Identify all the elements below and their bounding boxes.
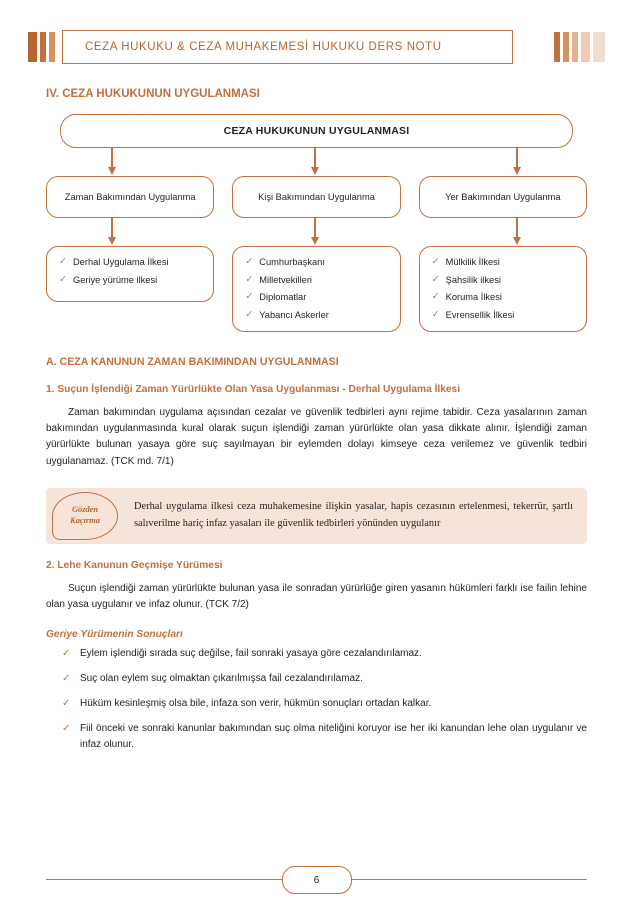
check-icon: ✓ <box>245 291 254 303</box>
list-item <box>62 696 587 712</box>
list-item <box>245 274 389 287</box>
diagram-level2-row <box>46 176 587 218</box>
hierarchy-diagram <box>46 114 587 332</box>
callout-text: Derhal uygulama ilkesi ceza muhakemesine ilişkin yasalar, hapis cezasının ertelenmesi, tekerrür, şartlı salıverilme hariç infaz yasaları ile güvenlik tedbirleri yönünden uygulanır <box>134 501 573 529</box>
check-icon: ✓ <box>431 291 440 303</box>
header-right-bars <box>554 32 605 62</box>
header-bar-decoration <box>28 32 37 62</box>
check-icon: ✓ <box>245 308 254 320</box>
diagram-branch-title-1: Kişi Bakımından Uygulanma <box>232 176 400 218</box>
diagram-branch-items-1 <box>232 246 400 332</box>
diagram-branch-items-2 <box>419 246 587 332</box>
list-item-label: Koruma İlkesi <box>445 292 502 303</box>
list-item <box>432 291 576 304</box>
header-bar-decoration <box>554 32 560 62</box>
list-item-label: Eylem işlendiği sırada suç değilse, fail sonraki yasaya göre cezalandırılamaz. <box>80 648 422 660</box>
list-item-label: Evrensellik İlkesi <box>445 309 515 320</box>
list-item-label: Hüküm kesinleşmiş olsa bile, infaza son verir, hükmün sonuçları ortadan kalkar. <box>80 698 432 710</box>
callout-badge <box>52 492 118 540</box>
note-callout <box>46 488 587 544</box>
list-item <box>432 256 576 269</box>
subsection-1-paragraph: Zaman bakımından uygulama açısından cezalar ve güvenlik tedbirleri aynı rejime tabidir. Ceza yasalarının zaman bakımından uygulanmasında kural olarak suçun işlendiği zaman yürürlükte olan yasa dikkate alınır. İşlendiği zaman yürürlükte bulunan yasaya göre suç sayılmayan bir eylemden dolayı kimseye ceza verilemez ve güvenlik tedbiri uygulanamaz. (TCK md. 7/1) <box>46 407 587 467</box>
check-icon: ✓ <box>245 273 254 285</box>
subsection-2-paragraph: Suçun işlendiği zaman yürürlükte bulunan yasa ile sonradan yürürlüğe giren yasanın hükümleri farklı ise failin lehine olan yasa uygulanır ve infaz olunur. (TCK 7/2) <box>46 582 587 610</box>
header-bar-decoration <box>40 32 46 62</box>
list-item-label: Fiil önceki ve sonraki kanunlar bakımından suç olma niteliğini koruyor ise her iki kanundan lehe olan uygulanır ve infaz olunur. <box>80 723 587 751</box>
header-bar-decoration <box>49 32 55 62</box>
section-a-heading: A. CEZA KANUNUN ZAMAN BAKIMINDAN UYGULANMASI <box>46 356 339 368</box>
header-left-bars <box>28 32 55 62</box>
diagram-root-box <box>60 114 573 148</box>
consequences-heading: Geriye Yürümenin Sonuçları <box>46 629 183 641</box>
header-bar-decoration <box>563 32 569 62</box>
check-icon: ✓ <box>245 256 254 267</box>
subsection-1-heading: 1. Suçun İşlendiği Zaman Yürürlükte Olan Yasa Uygulanması - Derhal Uygulama İlkesi <box>46 384 461 395</box>
header-bar-decoration <box>581 32 590 62</box>
list-item <box>62 671 587 687</box>
diagram-branch-title-0: Zaman Bakımından Uygulanma <box>46 176 214 218</box>
check-icon: ✓ <box>431 273 440 285</box>
check-icon: ✓ <box>62 673 71 685</box>
header-title-box <box>62 30 513 64</box>
diagram-level3-row <box>46 246 587 332</box>
list-item <box>432 309 576 322</box>
consequences-list <box>46 646 587 753</box>
page-number: 6 <box>282 866 352 894</box>
list-item <box>245 256 389 269</box>
callout-badge-line1: Gözden <box>71 505 99 515</box>
diagram-arrow-row-2 <box>46 218 587 246</box>
section-heading: IV. CEZA HUKUKUNUN UYGULANMASI <box>46 88 260 100</box>
page-header <box>0 18 633 74</box>
list-item <box>245 291 389 304</box>
down-arrow-icon <box>513 148 522 176</box>
diagram-branch-title-2: Yer Bakımından Uygulanma <box>419 176 587 218</box>
list-item <box>62 646 587 662</box>
list-item <box>59 256 203 269</box>
check-icon: ✓ <box>62 723 71 735</box>
list-item-label: Diplomatlar <box>259 292 307 303</box>
list-item <box>59 274 203 287</box>
list-item-label: Suç olan eylem suç olmaktan çıkarılmışsa fail cezalandırılamaz. <box>80 673 363 685</box>
header-title: CEZA HUKUKU & CEZA MUHAKEMESİ HUKUKU DERS NOTU <box>85 41 442 53</box>
list-item-label: Geriye yürüme ilkesi <box>72 274 158 285</box>
list-item-label: Cumhurbaşkanı <box>259 257 325 267</box>
list-item-label: Mülkilik İlkesi <box>445 257 500 267</box>
list-item <box>62 721 587 753</box>
down-arrow-icon <box>108 218 117 246</box>
header-bar-decoration <box>572 32 578 62</box>
list-item <box>432 274 576 287</box>
down-arrow-icon <box>311 148 320 176</box>
diagram-root-label: CEZA HUKUKUNUN UYGULANMASI <box>223 125 410 137</box>
diagram-arrow-row-1 <box>46 148 587 176</box>
check-icon: ✓ <box>62 698 71 710</box>
diagram-branch-items-0 <box>46 246 214 302</box>
list-item-label: Şahsilik ilkesi <box>445 274 501 285</box>
page-footer <box>46 866 587 892</box>
subsection-2-heading: 2. Lehe Kanunun Geçmişe Yürümesi <box>46 559 223 571</box>
check-icon: ✓ <box>431 308 440 320</box>
list-item-label: Derhal Uygulama İlkesi <box>72 257 169 267</box>
check-icon: ✓ <box>431 256 440 267</box>
list-item-label: Milletvekilleri <box>259 274 312 285</box>
check-icon: ✓ <box>59 256 67 267</box>
list-item-label: Yabancı Askerler <box>259 309 329 320</box>
down-arrow-icon <box>513 218 522 246</box>
down-arrow-icon <box>108 148 117 176</box>
header-bar-decoration <box>593 32 605 62</box>
check-icon: ✓ <box>59 273 67 285</box>
callout-badge-line2: Kaçırma <box>70 515 100 525</box>
page-content <box>0 88 633 753</box>
check-icon: ✓ <box>62 648 71 660</box>
list-item <box>245 309 389 322</box>
down-arrow-icon <box>311 218 320 246</box>
